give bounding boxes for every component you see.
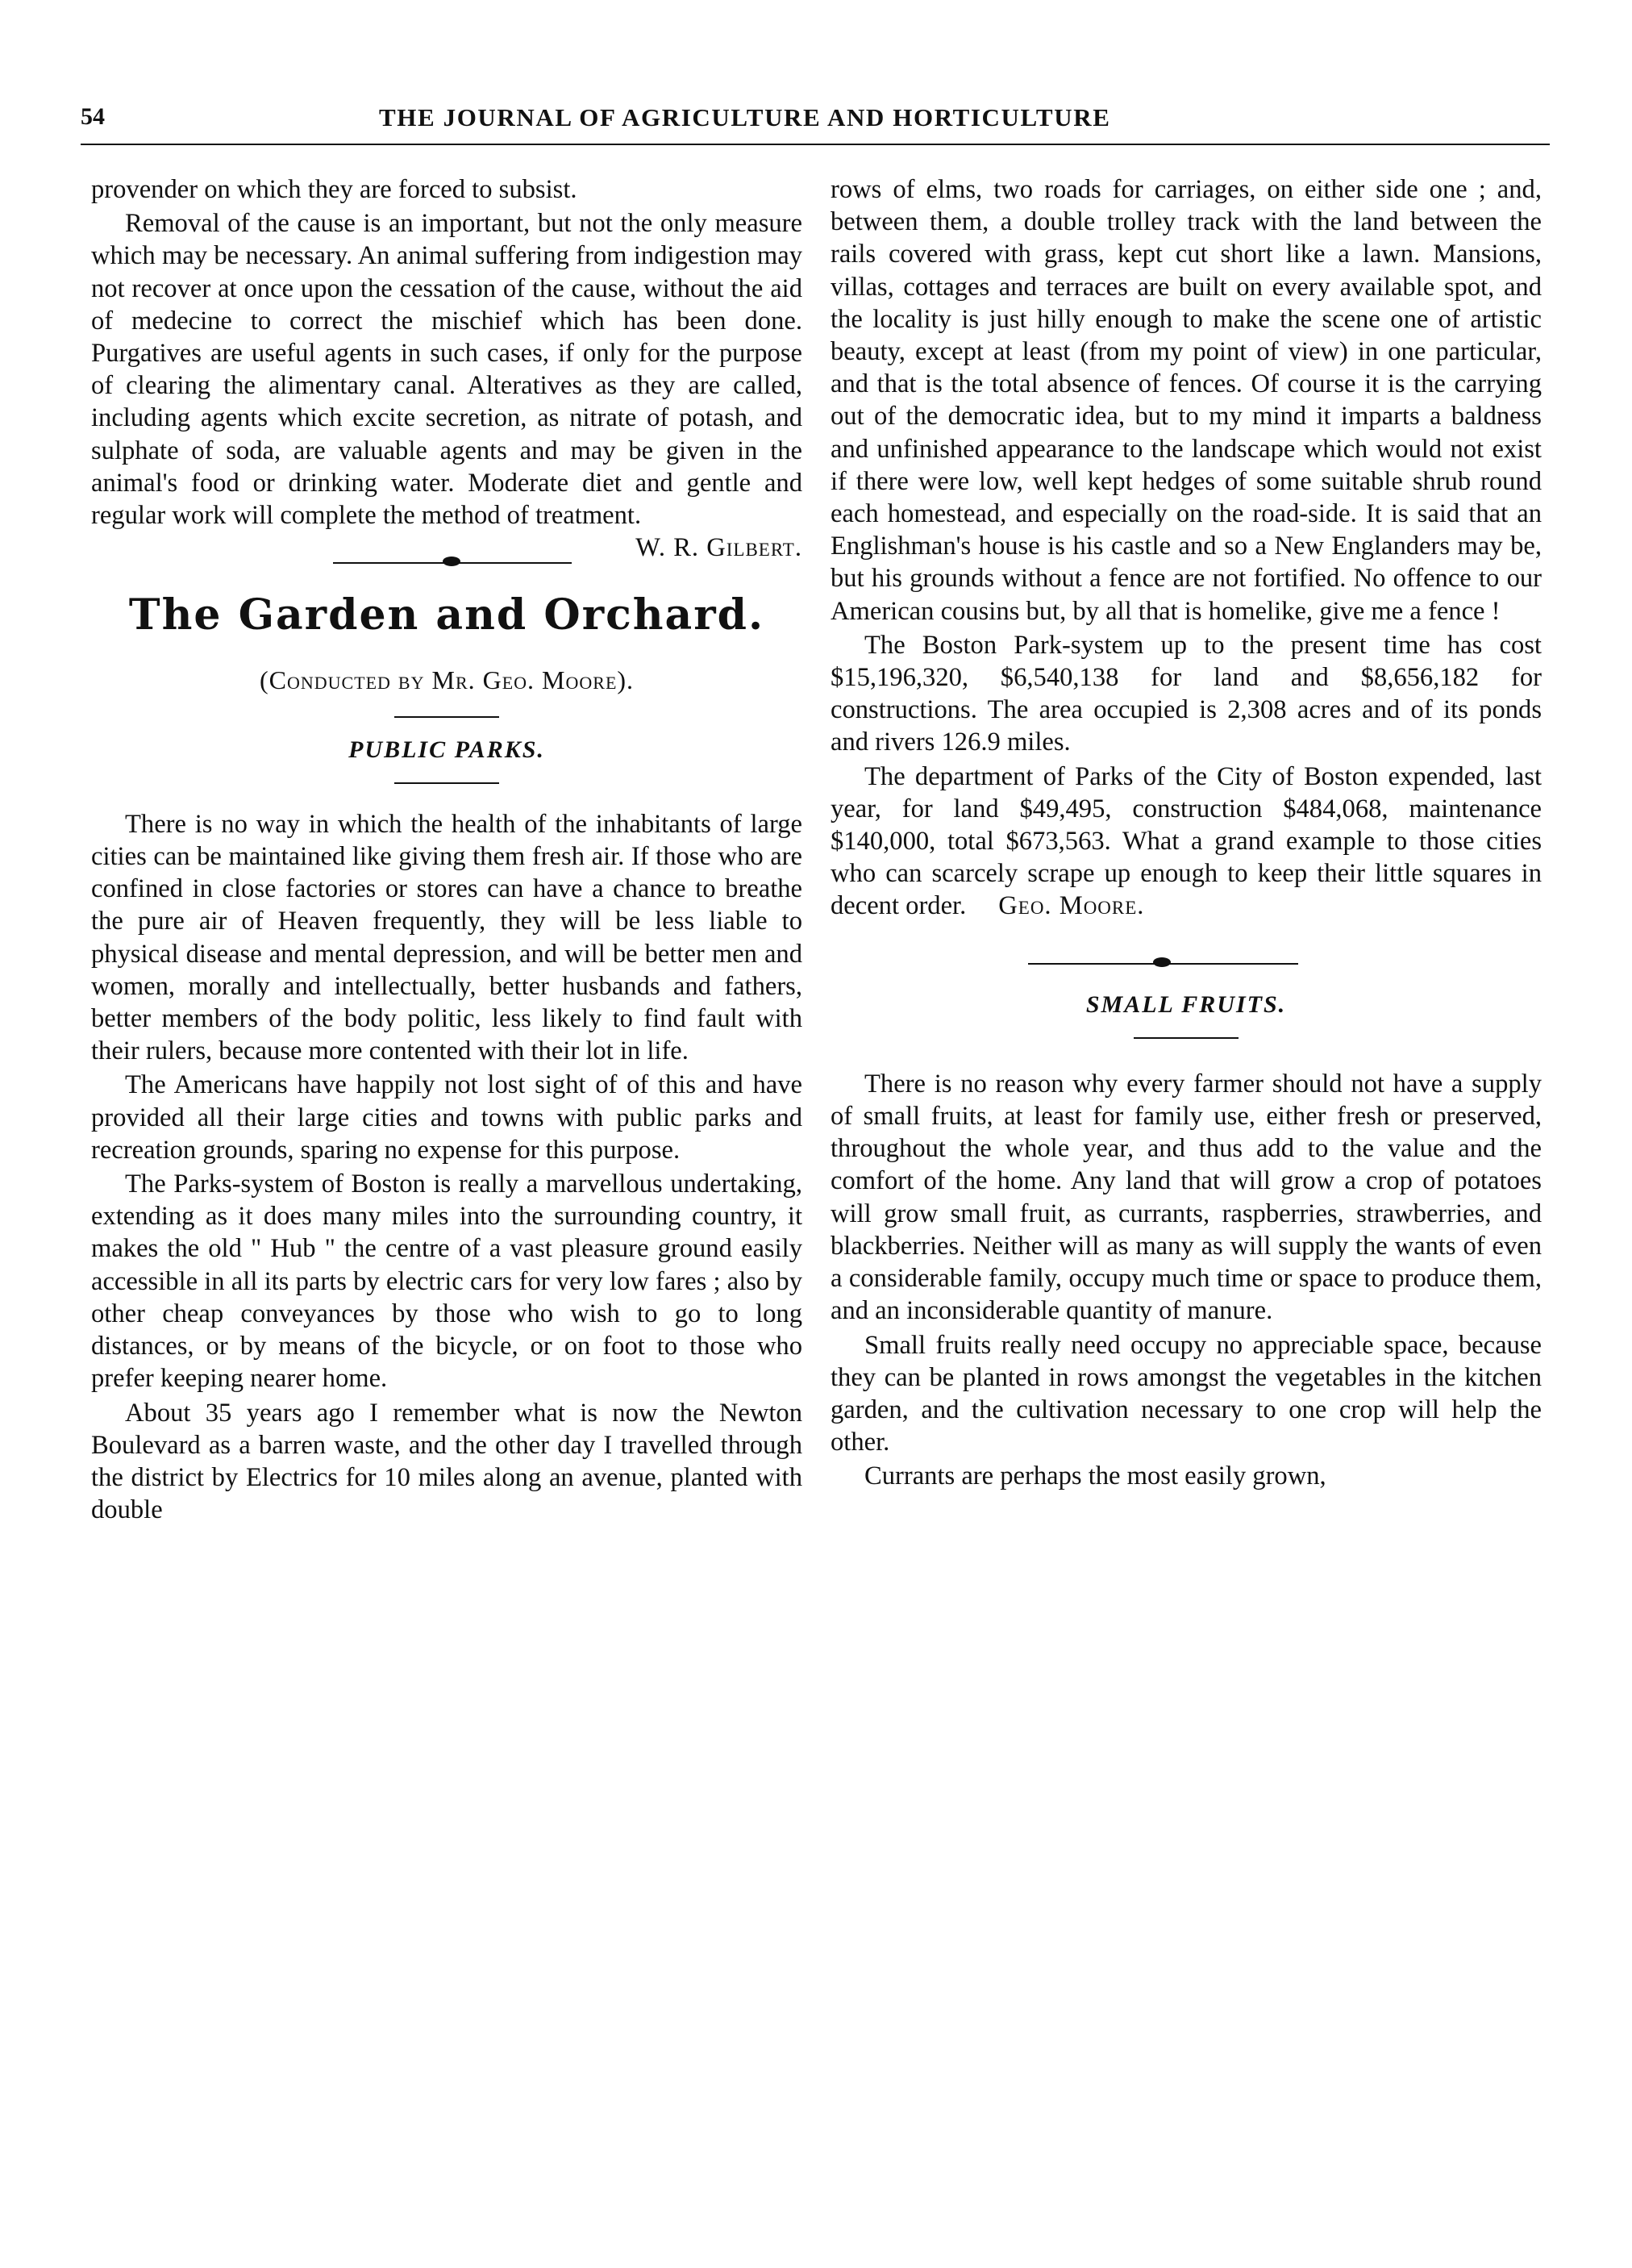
paragraph: Currants are perhaps the most easily grown, — [864, 1461, 1326, 1491]
paragraph-text: Removal of the cause is an important, but not the only measure which may be necessary. An animal suffering from indigestion may not recover at once upon the cessation of the cause, without the aid of medecine to correct the mischief which has been done. Purgatives are useful agents in such cases, if only for the purpose of clearing the alimentary canal. Alteratives as they are called, including agents which excite secretion, as nitrate of potash, and sulphate of soda, are valuable agents and may be given in the animal's food or drinking water. Moderate diet and gentle and regular work will complete the method of treatment. — [91, 209, 802, 531]
paragraph: There is no way in which the health of the inhabitants of large cities can be maintained like giving them fresh air. If those who are confined in close factories or stores can have a chance to breathe the pure air of Heaven frequently, they will be less liable to physical disease and mental depression, and will be better men and women, morally and intellectually, better husbands and fathers, better members of the body politic, less likely to find fault with their rulers, because more contented with their lot in life. — [91, 809, 802, 1066]
section-divider-ornament — [831, 950, 1542, 976]
section-divider-ornament — [91, 549, 802, 575]
article-title: SMALL FRUITS. — [1085, 990, 1287, 1018]
paragraph: About 35 years ago I remember what is now the Newton Boulevard as a barren waste, and the other day I travelled through the district by Electrics for 10 miles along an avenue, planted with double — [91, 1398, 802, 1525]
right-column — [831, 173, 1542, 1493]
left-column — [91, 173, 802, 1526]
paragraph: rows of elms, two roads for carriages, on either side one ; and, between them, a double trolley track with the land between the rails covered with grass, kept cut short like a lawn. Mansions, villas, cottages and terraces are built on every available spot, and the locality is just hilly enough to make the scene one of artistic beauty, except at least (from my point of view) in one particular, and that is the total absence of fences. Of course it is the carrying out of the democratic idea, but to my mind it imparts a baldness and unfinished appearance to the landscape which would not exist if there were low, well kept hedges of some suitable shrub round each homestead, and especially on the road-side. It is said that an Englishman's house is his castle and so a New Englanders may be, but his grounds without a fence are not fortified. No offence to our American cousins but, by all that is homelike, give me a fence ! — [831, 175, 1542, 626]
article-title: PUBLIC PARKS. — [348, 736, 545, 763]
paragraph — [831, 761, 1542, 923]
paragraph: Small fruits really need occupy no appreciable space, because they can be planted in rows amongst the vegetables in the kitchen garden, and the cultivation necessary to one crop will help the other. — [831, 1330, 1542, 1457]
page-number: 54 — [81, 103, 105, 130]
paragraph: The Americans have happily not lost sight of of this and have provided all their large cities and towns with public parks and recreation grounds, sparing no expense for this purpose. — [91, 1070, 802, 1165]
page-header — [81, 103, 1548, 147]
paragraph: provender on which they are forced to subsist. — [91, 175, 577, 204]
paragraph-text: The department of Parks of the City of Boston expended, last year, for land $49,495, construction $484,068, maintenance $140,000, total $673,563. What a grand example to those cities who can scarcely scrape up enough to keep their little squares in decent order. — [831, 761, 1542, 921]
header-rule — [81, 144, 1550, 145]
section-title: The Garden and Orchard. — [128, 590, 765, 640]
paragraph: The Boston Park-system up to the present time has cost $15,196,320, $6,540,138 for land and $8,656,182 for constructions. The area occupied is 2,308 acres and of its ponds and rivers 126.9 miles. — [831, 630, 1542, 757]
author-signature: W. R. Gilbert. — [635, 533, 802, 563]
section-byline: (Conducted by Mr. Geo. Moore). — [259, 665, 635, 695]
paragraph: The Parks-system of Boston is really a marvellous undertaking, extending as it does many miles into the surrounding country, it makes the old " Hub " the centre of a vast pleasure ground easily accessible in all its parts by electric cars for very low fares ; also by other cheap conveyances by those who wish to go to long distances, or by means of the bicycle, or on foot to those who prefer keeping nearer home. — [91, 1169, 802, 1394]
paragraph — [91, 207, 802, 563]
running-title: THE JOURNAL OF AGRICULTURE AND HORTICULTURE — [379, 103, 1111, 131]
author-signature: Geo. Moore. — [998, 891, 1145, 921]
paragraph: There is no reason why every farmer should not have a supply of small fruits, at least for family use, either fresh or preserved, throughout the whole year, and thus add to the value and the comfort of the home. Any land that will grow a crop of potatoes will grow small fruit, as currants, raspberries, strawberries, and blackberries. Neither will as many as will supply the wants of even a considerable family, occupy much time or space to produce them, and an inconsiderable quantity of manure. — [831, 1069, 1542, 1326]
title-rule-top — [394, 716, 499, 718]
